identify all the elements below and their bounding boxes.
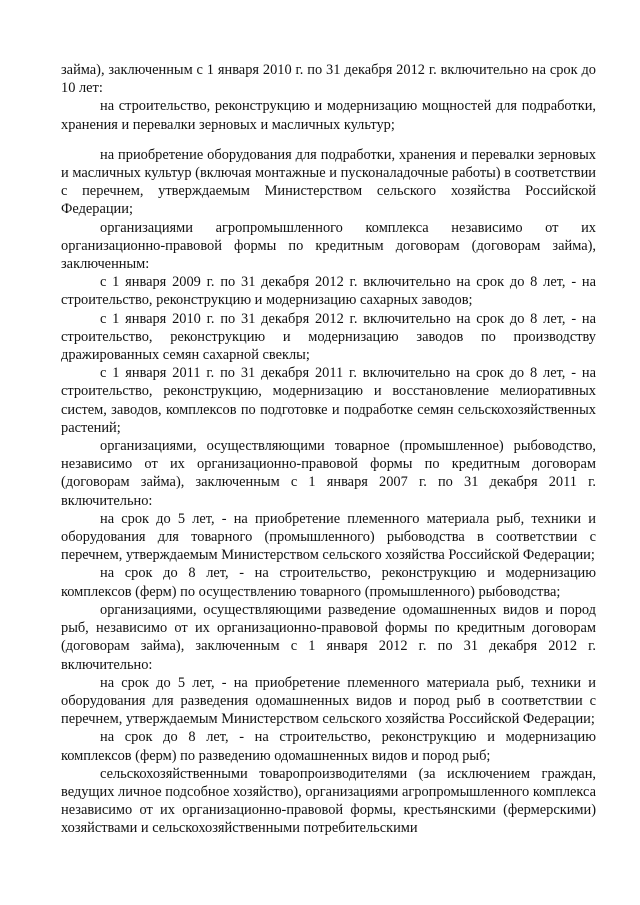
paragraph: с 1 января 2010 г. по 31 декабря 2012 г. включительно на срок до 8 лет, - на строительство, реконструкцию и модернизацию заводов по производству дражированных семян сахарной свеклы; [61, 310, 596, 364]
paragraph: на срок до 8 лет, - на строительство, реконструкцию и модернизацию комплексов (ферм) по осуществлению товарного (промышленного) рыбоводства; [61, 565, 596, 600]
paragraph: с 1 января 2011 г. по 31 декабря 2011 г. включительно на срок до 8 лет, - на строительство, реконструкцию, модернизацию и восстановление мелиоративных систем, заводов, комплексов по подготовке и подработке семян сельскохозяйственных растений; [61, 365, 596, 436]
paragraph: с 1 января 2009 г. по 31 декабря 2012 г. включительно на срок до 8 лет, - на строительство, реконструкцию и модернизацию сахарных заводов; [61, 274, 596, 309]
document-page [61, 61, 596, 838]
paragraph: на приобретение оборудования для подработки, хранения и перевалки зерновых и масличных культур (включая монтажные и пусконаладочные работы) в соответствии с перечнем, утверждаемым Министерством сельского хозяйства Российской Федерации; [61, 146, 596, 218]
paragraph: сельскохозяйственными товаропроизводителями (за исключением граждан, ведущих личное подсобное хозяйство), организациями агропромышленного комплекса независимо от их организационно-правовой формы, крестьянскими (фермерскими) хозяйствами и сельскохозяйственными потребительскими [61, 765, 596, 837]
paragraph: организациями, осуществляющими разведение одомашненных видов и пород рыб, независимо от их организационно-правовой формы по кредитным договорам (договорам займа), заключенным с 1 января 2012 г. по 31 декабря 2012 г. включительно: [61, 601, 596, 673]
paragraph: займа), заключенным с 1 января 2010 г. по 31 декабря 2012 г. включительно на срок до 10 лет: [61, 62, 596, 97]
paragraph: на срок до 5 лет, - на приобретение племенного материала рыб, техники и оборудования для разведения одомашненных видов и пород рыб в соответствии с перечнем, утверждаемым Министерством сельского хозяйства Российской Федерации; [61, 674, 596, 728]
paragraph: на срок до 5 лет, - на приобретение племенного материала рыб, техники и оборудования для товарного (промышленного) рыбоводства в соответствии с перечнем, утверждаемым Министерством сельского хозяйства Российской Федерации; [61, 510, 596, 564]
paragraph: на срок до 8 лет, - на строительство, реконструкцию и модернизацию комплексов (ферм) по разведению одомашненных видов и пород рыб; [61, 729, 596, 764]
paragraph: организациями, осуществляющими товарное (промышленное) рыбоводство, независимо от их организационно-правовой формы по кредитным договорам (договорам займа), заключенным с 1 января 2007 г. по 31 декабря 2011 г. включительно: [61, 438, 596, 509]
paragraph: на строительство, реконструкцию и модернизацию мощностей для подработки, хранения и перевалки зерновых и масличных культур; [61, 98, 596, 133]
paragraph: организациями агропромышленного комплекса независимо от их организационно-правовой формы по кредитным договорам (договорам займа), заключенным: [61, 219, 596, 273]
